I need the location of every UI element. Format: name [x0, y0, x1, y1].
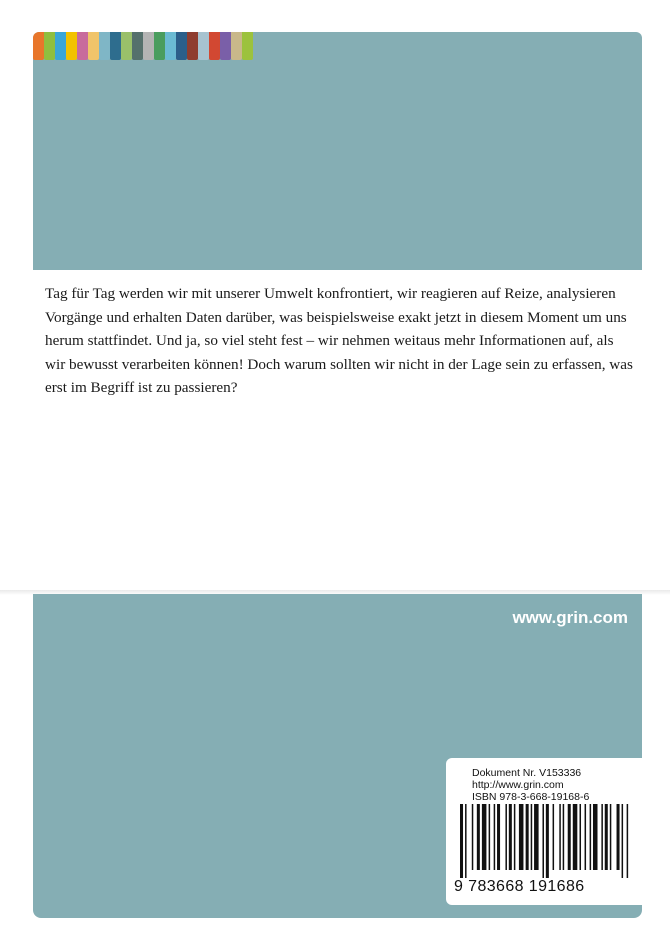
barcode-digits: 9 783668 191686: [454, 878, 585, 895]
isbn-line: ISBN 978-3-668-19168-6: [472, 791, 590, 803]
barcode-bar: [494, 804, 496, 870]
barcode-bar: [497, 804, 500, 870]
barcode-bar: [617, 804, 620, 870]
publisher-web: http://www.grin.com: [472, 779, 564, 791]
barcode-bar: [542, 804, 544, 878]
barcode-bar: [519, 804, 524, 870]
color-stripe: [99, 32, 110, 60]
blurb-text: Tag für Tag werden wir mit unserer Umwelt konfrontiert, wir reagieren auf Reize, analysieren Vorgänge und erhalten Daten darüber, was beispielsweise exakt jetzt in diesem Moment um uns herum stattfindet. Und ja, so viel steht fest – wir nehmen weitaus mehr Informationen auf, als wir bewusst verarbeiten können! Doch warum sollten wir nicht in der Lage sein zu erfassen, was erst im Begriff ist zu passieren?: [45, 285, 633, 396]
barcode-box: [446, 758, 642, 905]
color-stripe: [110, 32, 121, 60]
barcode-bar: [610, 804, 612, 870]
color-stripe: [220, 32, 231, 60]
barcode-bar: [601, 804, 603, 870]
color-stripe: [121, 32, 132, 60]
color-stripe: [55, 32, 66, 60]
color-stripe: [44, 32, 55, 60]
color-stripe: [33, 32, 44, 60]
barcode-bar: [514, 804, 516, 870]
barcode-bar: [482, 804, 487, 870]
barcode-bar: [622, 804, 624, 878]
color-stripe: [66, 32, 77, 60]
barcode-bar: [553, 804, 555, 870]
color-stripe: [231, 32, 242, 60]
color-stripe: [143, 32, 154, 60]
barcode-bar: [509, 804, 512, 870]
barcode-bar: [477, 804, 480, 870]
document-number: Dokument Nr. V153336: [472, 767, 582, 779]
barcode-bar: [605, 804, 608, 870]
barcode-bar: [531, 804, 533, 870]
barcode-bar: [593, 804, 598, 870]
barcode-bar: [546, 804, 549, 878]
color-stripe: [132, 32, 143, 60]
blurb-area: [33, 270, 642, 592]
barcode-bar: [489, 804, 491, 870]
barcode-bar: [573, 804, 578, 870]
barcode-bar: [534, 804, 539, 870]
barcode-bar: [465, 804, 467, 878]
barcode-bar: [627, 804, 629, 878]
color-stripe: [77, 32, 88, 60]
color-stripe: [154, 32, 165, 60]
barcode-bar: [568, 804, 571, 870]
barcode-bar: [563, 804, 565, 870]
barcode-bar: [460, 804, 463, 878]
barcode-bar: [472, 804, 474, 870]
color-stripe: [209, 32, 220, 60]
color-stripe: [165, 32, 176, 60]
barcode-bar: [580, 804, 582, 870]
color-stripe: [187, 32, 198, 60]
barcode-bar: [526, 804, 529, 870]
color-stripe-band: [33, 32, 253, 60]
top-cover-panel: [33, 32, 642, 270]
color-stripe: [242, 32, 253, 60]
barcode-bar: [505, 804, 507, 870]
barcode-image: [460, 804, 630, 878]
barcode-bar: [590, 804, 592, 870]
color-stripe: [176, 32, 187, 60]
color-stripe: [88, 32, 99, 60]
barcode-bar: [585, 804, 587, 870]
color-stripe: [198, 32, 209, 60]
publisher-url: www.grin.com: [512, 608, 628, 627]
barcode-bar: [559, 804, 561, 870]
